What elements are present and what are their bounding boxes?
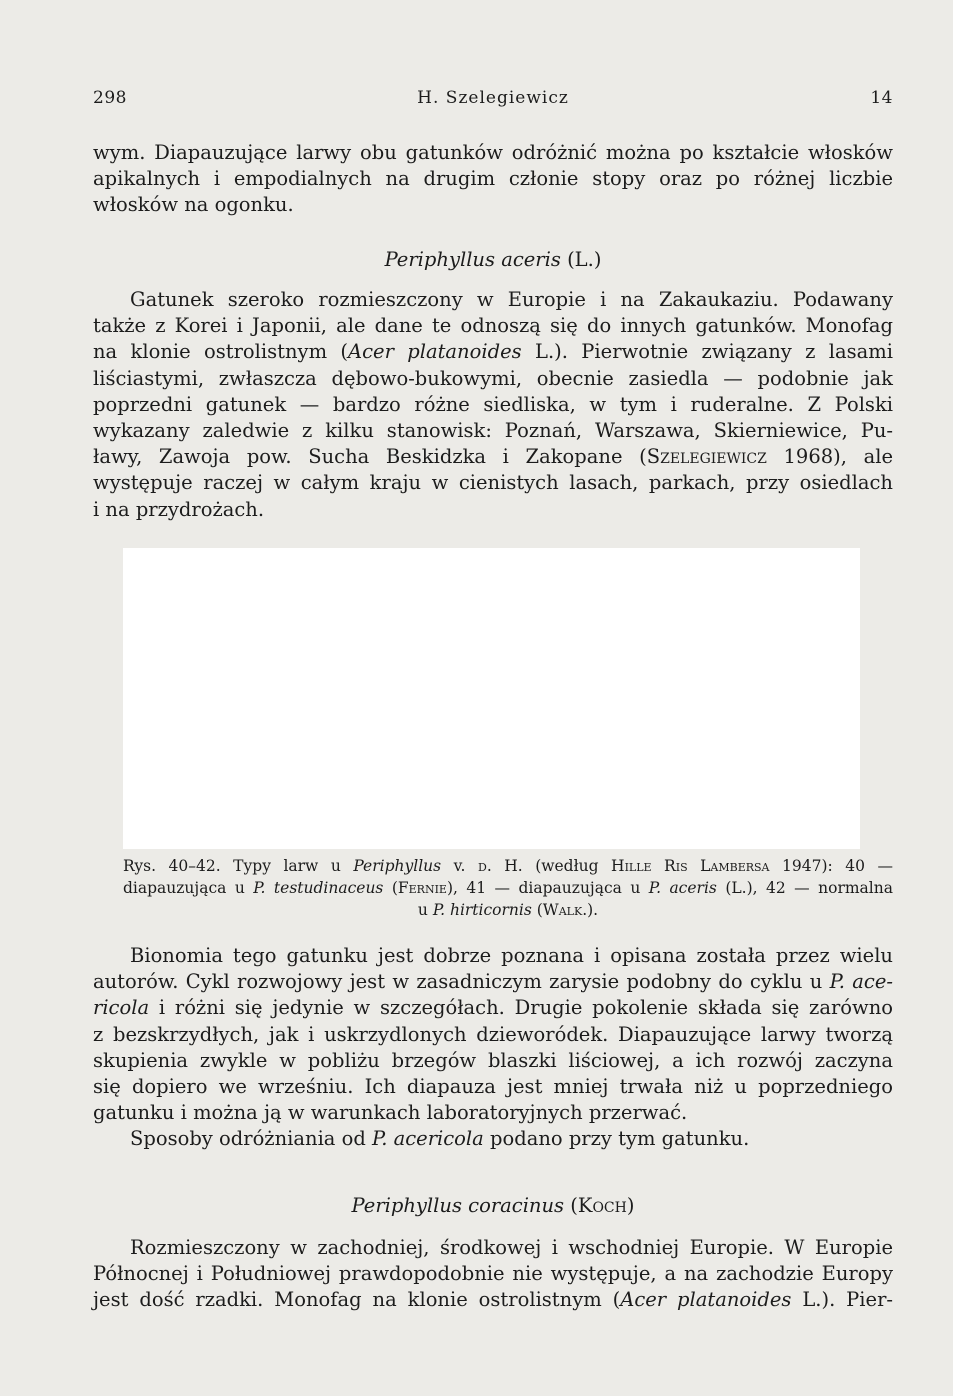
species-heading-aceris	[93, 248, 893, 271]
text-line: jest dość rzadki. Monofag na klonie ostrolistnym (Acer platanoides L.). Pier-	[93, 1288, 893, 1312]
text-line: Bionomia tego gatunku jest dobrze poznana i opisana została przez wielu	[130, 944, 893, 967]
text-line: także z Korei i Japonii, ale dane te odnoszą się do innych gatunków. Monofag	[93, 314, 893, 338]
figure-caption	[123, 855, 893, 921]
text-line: ławy, Zawoja pow. Sucha Beskidzka i Zakopane (Szelegiewicz 1968), ale	[93, 445, 893, 469]
text-line: Gatunek szeroko rozmieszczony w Europie i na Zakaukaziu. Podawany	[130, 288, 893, 311]
intro-paragraph	[93, 140, 893, 219]
coracinus-paragraph	[93, 1235, 893, 1314]
species-author: (Koch)	[570, 1194, 635, 1217]
caption-line: diapauzująca u P. testudinaceus (Fernie), 41 — diapauzująca u P. aceris (L.), 42 — normalna	[123, 879, 893, 897]
text-line: się dopiero we wrześniu. Ich diapauza jest mniej trwała niż u poprzedniego	[93, 1075, 893, 1099]
text-line: autorów. Cykl rozwojowy jest w zasadniczym zarysie podobny do cyklu u P. ace-	[93, 970, 893, 994]
text-line: wykazany zaledwie z kilku stanowisk: Poznań, Warszawa, Skierniewice, Pu-	[93, 419, 893, 443]
text-line: skupienia zwykle w pobliżu brzegów blaszki liściowej, a ich rozwój zaczyna	[93, 1048, 893, 1072]
text-line: Północnej i Południowej prawdopodobnie nie występuje, a na zachodzie Europy	[93, 1262, 893, 1286]
text-line: wym. Diapauzujące larwy obu gatunków odróżnić można po kształcie włosków	[93, 141, 893, 164]
author-name: Szelegiewicz	[646, 445, 767, 469]
species-name-inline: Acer platanoides	[620, 1288, 792, 1312]
text-line: z bezskrzydłych, jak i uskrzydlonych dzieworódek. Diapauzujące larwy tworzą	[93, 1022, 893, 1046]
species-name-inline: ricola	[93, 996, 150, 1020]
species-name-inline: P. acericola	[372, 1127, 484, 1151]
species-name-inline: P. ace-	[829, 970, 893, 994]
species-author: (L.)	[567, 248, 602, 271]
text-line: gatunku i można ją w warunkach laboratoryjnych przerwać.	[93, 1101, 688, 1125]
text-line: liściastymi, zwłaszcza dębowo-bukowymi, obecnie zasiedla — podobnie jak	[93, 366, 893, 390]
bionomia-paragraph	[93, 943, 893, 1153]
text-line: poprzedni gatunek — bardzo różne siedliska, w tym i ruderalne. Z Polski	[93, 392, 893, 416]
section-number: 14	[870, 88, 893, 108]
text-line: na klonie ostrolistnym (Acer platanoides L.). Pierwotnie związany z lasami	[93, 340, 894, 364]
figure-placeholder	[123, 548, 860, 849]
caption-line: u P. hirticornis (Walk.).	[417, 901, 599, 919]
species-name-inline: Acer platanoides	[348, 340, 522, 364]
aceris-paragraph	[93, 287, 893, 523]
species-name: Periphyllus aceris	[384, 248, 561, 271]
text-line: włosków na ogonku.	[93, 193, 294, 217]
text-line: występuje raczej w całym kraju w cienistych lasach, parkach, przy osiedlach	[93, 471, 893, 495]
text-line: Sposoby odróżniania od P. acericola podano przy tym gatunku.	[130, 1127, 750, 1151]
text-line: Rozmieszczony w zachodniej, środkowej i wschodniej Europie. W Europie	[130, 1236, 893, 1259]
page-number: 298	[93, 88, 127, 108]
species-name: Periphyllus coracinus	[351, 1194, 565, 1217]
running-head: H. Szelegiewicz	[417, 88, 569, 108]
text-line: ricola i różni się jedynie w szczegółach. Drugie pokolenie składa się zarówno	[93, 996, 893, 1020]
species-heading-coracinus	[93, 1194, 893, 1217]
text-line: i na przydrożach.	[93, 497, 265, 521]
caption-line: Rys. 40–42. Typy larw u Periphyllus v. d. H. (według Hille Ris Lambersa 1947): 40 —	[123, 857, 893, 875]
text-line: apikalnych i empodialnych na drugim członie stopy oraz po różnej liczbie	[93, 167, 893, 191]
